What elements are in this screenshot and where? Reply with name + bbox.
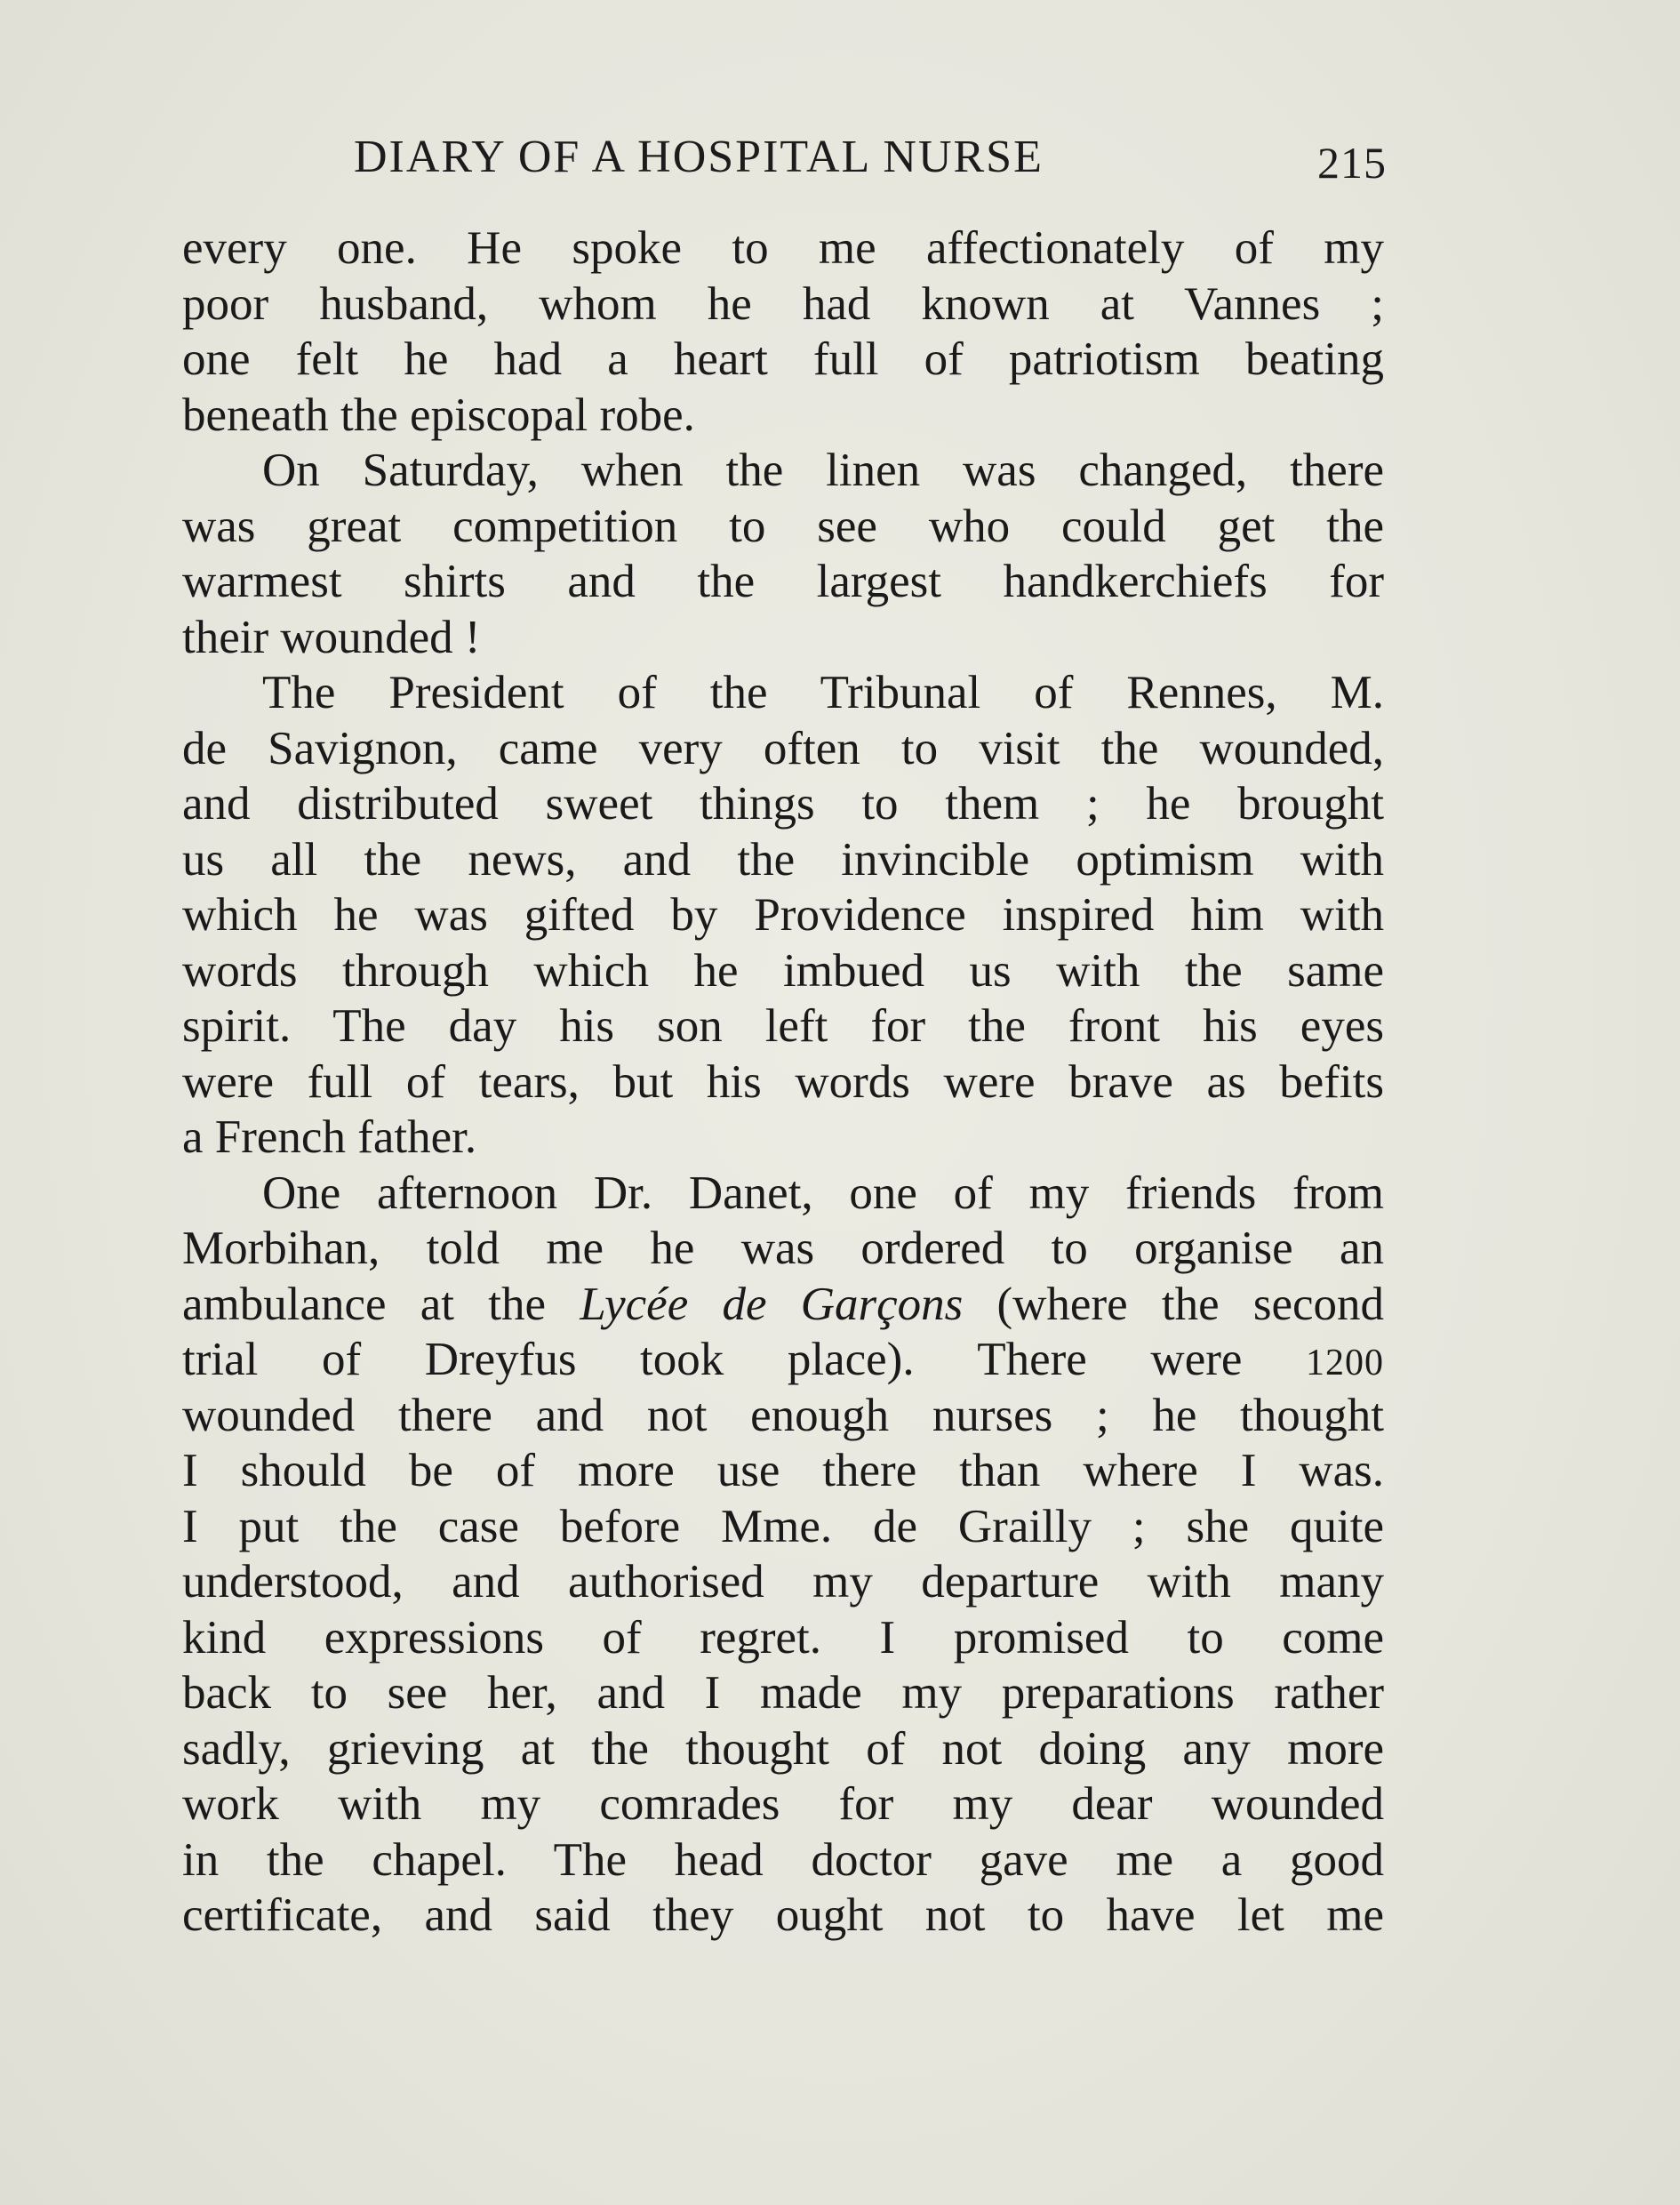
italic-title: Lycée de Garçons	[580, 1278, 964, 1330]
running-header	[182, 126, 1387, 188]
text-line-with-number	[182, 1332, 1384, 1388]
text-line: I put the case before Mme. de Grailly ; she quite	[182, 1500, 1384, 1552]
text-line: spirit. The day his son left for the front his eyes	[182, 1000, 1384, 1052]
text-line: wounded there and not enough nurses ; he thought	[182, 1389, 1384, 1441]
text-segment: (where the second	[963, 1278, 1384, 1330]
text-line: one felt he had a heart full of patriotism beating	[182, 333, 1384, 385]
running-title: DIARY OF A HOSPITAL NURSE	[354, 132, 1044, 182]
body-text	[182, 220, 1384, 1944]
page-number: 215	[1317, 138, 1387, 188]
text-line: work with my comrades for my dear wounded	[182, 1778, 1384, 1830]
text-line: Morbihan, told me he was ordered to organise an	[182, 1223, 1384, 1274]
text-line: in the chapel. The head doctor gave me a good	[182, 1833, 1384, 1886]
text-line-with-italic	[182, 1277, 1384, 1333]
text-line: back to see her, and I made my preparations rather	[182, 1667, 1384, 1719]
text-line: a French father.	[182, 1111, 477, 1163]
text-line: was great competition to see who could get the	[182, 500, 1384, 552]
paragraph-first-line: One afternoon Dr. Danet, one of my friends from	[262, 1167, 1384, 1219]
text-line: their wounded !	[182, 611, 481, 663]
text-line: and distributed sweet things to them ; he brought	[182, 778, 1384, 830]
paragraph-first-line: The President of the Tribunal of Rennes, M.	[262, 667, 1384, 718]
paragraph-first-line: On Saturday, when the linen was changed, there	[262, 445, 1384, 496]
text-line: I should be of more use there than where I was.	[182, 1445, 1384, 1496]
text-line: understood, and authorised my departure with many	[182, 1556, 1384, 1608]
text-line: warmest shirts and the largest handkerchiefs for	[182, 556, 1384, 607]
text-line: words through which he imbued us with the same	[182, 944, 1384, 997]
text-line: poor husband, whom he had known at Vannes ;	[182, 277, 1384, 330]
text-line: sadly, grieving at the thought of not doing any more	[182, 1722, 1384, 1775]
text-line: us all the news, and the invincible optimism with	[182, 833, 1384, 886]
text-line: kind expressions of regret. I promised to come	[182, 1611, 1384, 1664]
text-line: which he was gifted by Providence inspired him with	[182, 889, 1384, 941]
text-line: were full of tears, but his words were brave as befits	[182, 1055, 1384, 1108]
text-segment: ambulance at the	[182, 1278, 580, 1330]
oldstyle-number: 1200	[1306, 1343, 1384, 1383]
text-line: de Savignon, came very often to visit the wounded,	[182, 722, 1384, 774]
text-line: beneath the episcopal robe.	[182, 389, 695, 441]
text-line: every one. He spoke to me affectionately of my	[182, 222, 1384, 274]
text-segment: trial of Dreyfus took place). There were	[182, 1334, 1306, 1385]
text-line: certificate, and said they ought not to have let me	[182, 1889, 1384, 1941]
